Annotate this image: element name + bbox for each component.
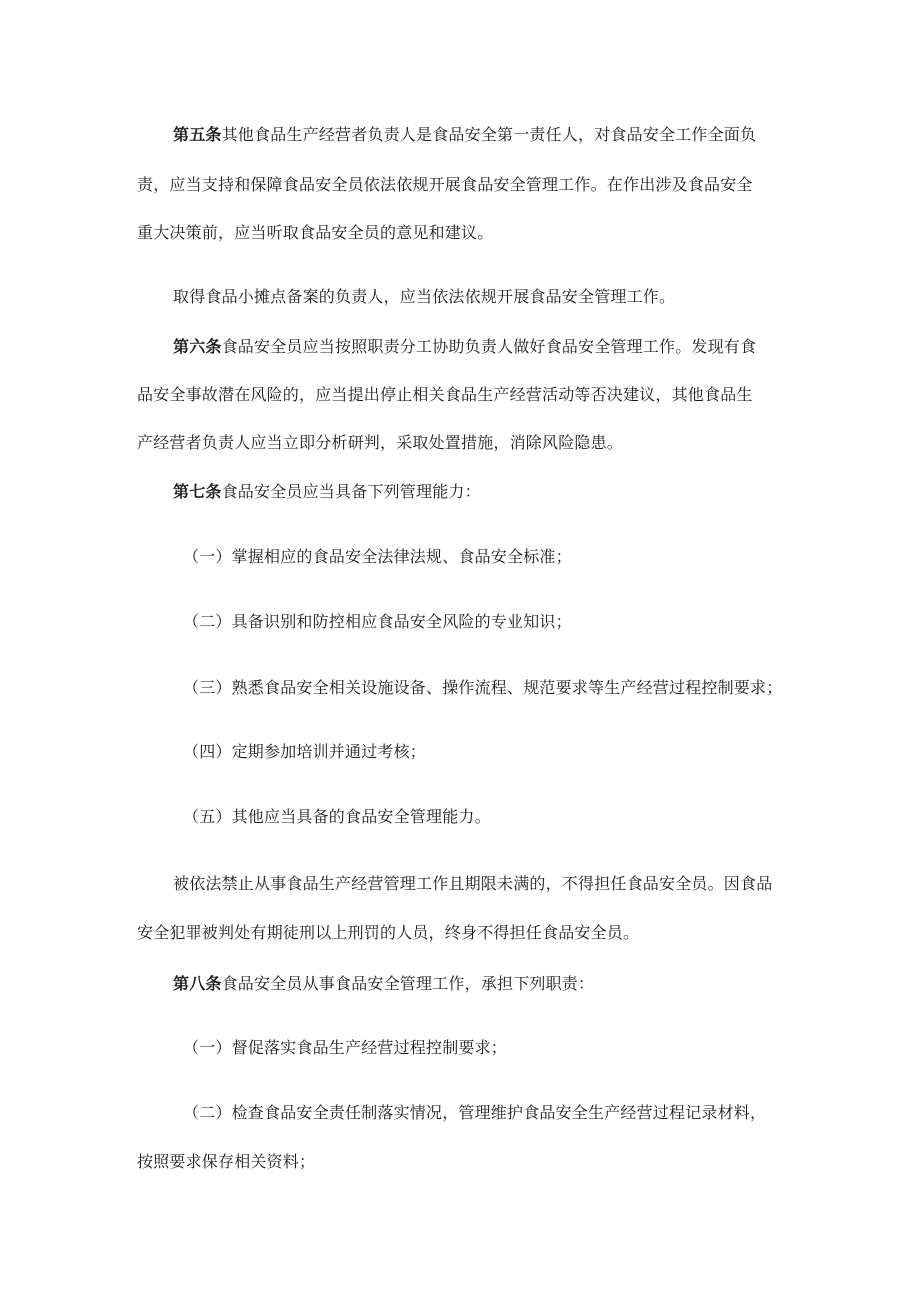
article6-text: 食品安全员应当按照职责分工协助负责人做好食品安全管理工作。发现有食 [221, 337, 757, 356]
article8-intro-text: 食品安全员从事食品安全管理工作，承担下列职责： [221, 974, 595, 993]
article7-item-1: （一）掌握相应的食品安全法律法规、食品安全标准； [183, 547, 572, 566]
article5-line2: 责，应当支持和保障食品安全员依法依规开展食品安全管理工作。在作出涉及食品安全 [137, 175, 753, 194]
article5-line3: 重大决策前，应当听取食品安全员的意见和建议。 [137, 223, 494, 242]
article6-line2: 品安全事故潜在风险的，应当提出停止相关食品生产经营活动等否决建议，其他食品生 [137, 385, 753, 404]
article7-intro [173, 481, 481, 503]
article8-item-2-line2: 按照要求保存相关资料； [137, 1152, 316, 1171]
article8-item-1: （一）督促落实食品生产经营过程控制要求； [183, 1038, 508, 1057]
article8-item-2-line1: （二）检查食品安全责任制落实情况，管理维护食品安全生产经营过程记录材料， [183, 1103, 767, 1122]
article7-para-line2: 安全犯罪被判处有期徒刑以上刑罚的人员，终身不得担任食品安全员。 [137, 923, 640, 942]
article6-heading: 第六条 [173, 337, 222, 356]
article5-text: 其他食品生产经营者负责人是食品安全第一责任人，对食品安全工作全面负 [221, 125, 757, 144]
article7-heading: 第七条 [173, 482, 222, 501]
article7-intro-text: 食品安全员应当具备下列管理能力： [221, 482, 481, 501]
article5-para2: 取得食品小摊点备案的负责人，应当依法依规开展食品安全管理工作。 [173, 287, 676, 306]
article8-heading: 第八条 [173, 974, 222, 993]
article5-heading: 第五条 [173, 125, 222, 144]
article7-item-3: （三）熟悉食品安全相关设施设备、操作流程、规范要求等生产经营过程控制要求； [183, 678, 783, 697]
article8-intro [173, 973, 594, 995]
article7-item-4: （四）定期参加培训并通过考核； [183, 742, 427, 761]
article7-item-5: （五）其他应当具备的食品安全管理能力。 [183, 807, 491, 826]
article6-line1 [173, 336, 756, 358]
article7-para-line1: 被依法禁止从事食品生产经营管理工作且期限未满的，不得担任食品安全员。因食品 [173, 874, 773, 893]
article5-line1 [173, 124, 756, 146]
article7-item-2: （二）具备识别和防控相应食品安全风险的专业知识； [183, 612, 572, 631]
article6-line3: 产经营者负责人应当立即分析研判，采取处置措施，消除风险隐患。 [137, 433, 624, 452]
